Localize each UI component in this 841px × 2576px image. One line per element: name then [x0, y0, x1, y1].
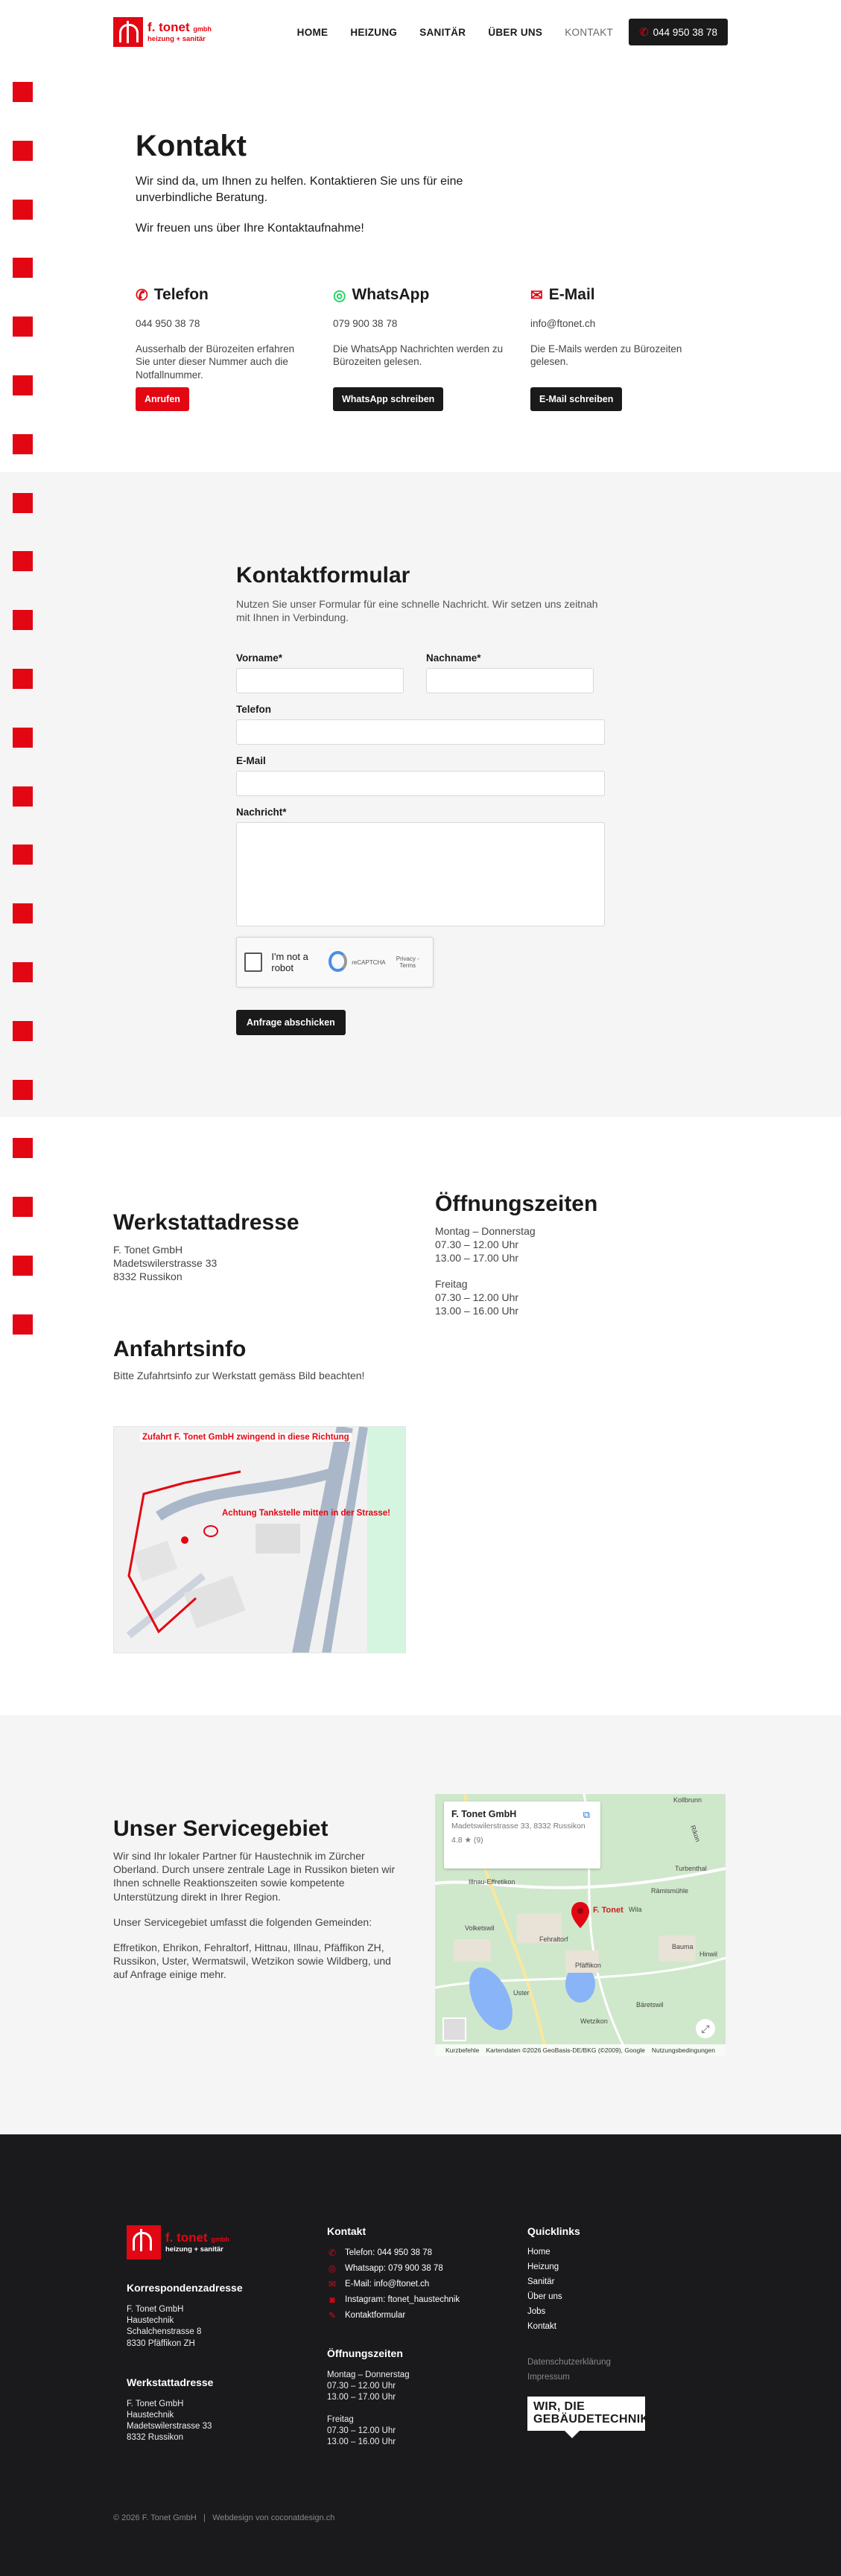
logo-mark-icon [113, 17, 143, 47]
contact-form-section [0, 472, 841, 1117]
werk-line: 8332 Russikon [127, 2433, 184, 2443]
footer-form-text: Kontaktformular [345, 2311, 406, 2320]
korr-title: Korrespondenzadresse [127, 2282, 243, 2294]
korr-line: Schalchenstrasse 8 [127, 2327, 202, 2337]
korr-line: F. Tonet GmbH [127, 2305, 184, 2314]
nav-ueber-uns[interactable]: ÜBER UNS [488, 26, 543, 38]
contact-whatsapp-desc: Die WhatsApp Nachrichten werden zu Bürozeiten gelesen. [333, 343, 504, 368]
email-label: E-Mail [236, 755, 266, 767]
decorative-square [13, 1197, 33, 1217]
hours-title: Öffnungszeiten [435, 1192, 598, 1216]
werkstatt-title: Werkstattadresse [113, 1210, 299, 1235]
telefon-label: Telefon [236, 704, 271, 716]
hours-line: 07.30 – 12.00 Uhr [435, 1238, 519, 1251]
decorative-square [13, 962, 33, 982]
hero-lead: Wir sind da, um Ihnen zu helfen. Kontaktieren Sie uns für eine unverbindliche Beratung. [136, 175, 463, 204]
hours-line: Freitag [435, 1277, 468, 1290]
nachname-input[interactable] [426, 668, 594, 693]
decorative-square [13, 1256, 33, 1276]
phone-icon: ✆ [639, 26, 649, 39]
map-place: Illnau-Effretikon [469, 1878, 515, 1886]
vorname-input[interactable] [236, 668, 404, 693]
map-place: Fehraltorf [539, 1936, 568, 1943]
header-phone-button[interactable] [629, 19, 728, 45]
map-place: Kollbrunn [673, 1796, 702, 1804]
map-place: Turbenthal [675, 1865, 707, 1872]
footer-email-link[interactable] [327, 2279, 527, 2289]
decorative-square [13, 1080, 33, 1100]
site-header [0, 0, 841, 64]
decorative-square [13, 493, 33, 513]
service-p2: Unser Servicegebiet umfasst die folgenden Gemeinden: [113, 1915, 372, 1928]
map-card-title: F. Tonet GmbH [451, 1809, 517, 1819]
decorative-square [13, 610, 33, 630]
decorative-square [13, 200, 33, 220]
decorative-square [13, 375, 33, 395]
decorative-square [13, 903, 33, 923]
hero-lead2: Wir freuen uns über Ihre Kontaktaufnahme! [136, 222, 364, 235]
nav-heizung[interactable]: HEIZUNG [350, 26, 398, 38]
decorative-square [13, 1021, 33, 1041]
recaptcha-links[interactable]: Privacy - Terms [396, 955, 419, 970]
recaptcha-checkbox[interactable] [244, 953, 262, 972]
vorname-label: Vorname* [236, 652, 283, 664]
logo[interactable] [113, 17, 212, 47]
page-title: Kontakt [136, 130, 247, 162]
werk-title: Werkstattadresse [127, 2376, 214, 2388]
header-phone-number: 044 950 38 78 [653, 26, 717, 38]
quicklink-home[interactable]: Home [527, 2248, 550, 2257]
phone-icon: ✆ [328, 2248, 337, 2258]
service-title: Unser Servicegebiet [113, 1816, 329, 1841]
quicklink-ueber-uns[interactable]: Über uns [527, 2292, 562, 2301]
map-place: Rikon [688, 1824, 702, 1843]
contact-email [530, 286, 728, 411]
contact-phone-value: 044 950 38 78 [136, 317, 200, 329]
hours-line: 07.30 – 12.00 Uhr [435, 1291, 519, 1303]
service-section [0, 1715, 841, 2134]
werk-line: Madetswilerstrasse 33 [127, 2422, 212, 2432]
contact-email-desc: Die E-Mails werden zu Bürozeiten gelesen. [530, 343, 682, 368]
footer-hours-line: Freitag [327, 2414, 354, 2424]
recaptcha-brand: reCAPTCHA [352, 958, 386, 966]
quicklink-kontakt[interactable]: Kontakt [527, 2322, 556, 2331]
map-shortcuts[interactable]: Kurzbefehle [445, 2047, 480, 2054]
footer-logo[interactable] [127, 2225, 327, 2259]
recaptcha-icon [329, 951, 347, 972]
instagram-icon: ◙ [329, 2294, 335, 2305]
footer-kontakt-title: Kontakt [327, 2225, 366, 2237]
map-place: Bäretswil [636, 2001, 664, 2009]
quicklink-jobs[interactable]: Jobs [527, 2307, 546, 2316]
logo-sub: heizung + sanitär [147, 35, 206, 44]
map-pin-label: F. Tonet [593, 1906, 623, 1915]
submit-button[interactable]: Anfrage abschicken [236, 1010, 346, 1035]
decorative-square [13, 317, 33, 337]
map-place: Wila [629, 1906, 642, 1913]
impressum-link[interactable]: Impressum [527, 2373, 570, 2382]
whatsapp-icon: ◎ [328, 2263, 337, 2274]
call-button[interactable]: Anrufen [136, 387, 189, 411]
werkstatt-addr-line: Madetswilerstrasse 33 [113, 1257, 218, 1270]
footer-logo-name: f. tonet [165, 2230, 208, 2245]
service-p1: Wir sind Ihr lokaler Partner für Haustechnik im Zürcher Oberland. Durch unsere zentrale Lage in Russikon bieten wir Ihnen schnelle Reaktionszeiten sowie kompetente Unterstützung direkt in Ihrer Region. [113, 1850, 396, 1903]
decorative-square [13, 258, 33, 278]
werkstatt-addr-line: F. Tonet GmbH [113, 1244, 183, 1256]
logo-suffix: gmbh [193, 25, 212, 34]
quicklink-sanitaer[interactable]: Sanitär [527, 2277, 555, 2286]
quicklink-heizung[interactable]: Heizung [527, 2262, 559, 2271]
contact-phone-title: Telefon [153, 286, 209, 304]
hours-line: Montag – Donnerstag [435, 1225, 536, 1237]
copyright-text: © 2026 F. Tonet GmbH [113, 2513, 197, 2523]
badge-line: GEBÄUDETECHNIKER [533, 2412, 667, 2426]
nachricht-textarea[interactable] [236, 822, 605, 926]
footer-phone-text: Telefon: 044 950 38 78 [345, 2248, 433, 2257]
decorative-square [13, 82, 33, 102]
werkstatt-section [0, 1117, 841, 1715]
site-footer [0, 2134, 841, 2576]
anfahrt-text: Bitte Zufahrtsinfo zur Werkstatt gemäss Bild beachten! [113, 1370, 365, 1382]
map-note-tankstelle: Achtung Tankstelle mitten in der Strasse! [222, 1509, 391, 1518]
footer-hours-line: 07.30 – 12.00 Uhr [327, 2426, 396, 2435]
decorative-square [13, 1138, 33, 1158]
email-button[interactable]: E-Mail schreiben [530, 387, 622, 411]
recaptcha [236, 937, 434, 988]
whatsapp-icon: ◎ [333, 287, 346, 304]
map-place: Hinwil [699, 1950, 718, 1958]
decorative-square [13, 141, 33, 161]
footer-logo-sub: heizung + sanitär [165, 2245, 223, 2254]
map-attribution: Kartendaten ©2026 GeoBasis-DE/BKG (©2009), Google [486, 2047, 645, 2054]
footer-instagram-link[interactable] [327, 2294, 527, 2305]
map-note-direction: Zufahrt F. Tonet GmbH zwingend in diese Richtung [140, 1433, 352, 1442]
recaptcha-label: I'm not a robot [271, 951, 308, 974]
nav-home[interactable]: HOME [296, 26, 329, 38]
anfahrt-map-image [113, 1426, 406, 1653]
korr-line: Haustechnik [127, 2316, 174, 2326]
hours-line: 13.00 – 17.00 Uhr [435, 1252, 519, 1265]
footer-whatsapp-text: Whatsapp: 079 900 38 78 [345, 2264, 443, 2273]
footer-hours-title: Öffnungszeiten [327, 2347, 403, 2359]
hours-line: 13.00 – 16.00 Uhr [435, 1304, 519, 1317]
mail-icon: ✉ [328, 2279, 337, 2289]
logo-name: f. tonet [147, 20, 190, 35]
werk-line: Haustechnik [127, 2410, 174, 2420]
contact-whatsapp-title: WhatsApp [352, 286, 430, 304]
contact-whatsapp [333, 286, 530, 411]
copyright [113, 2513, 728, 2522]
form-icon: ✎ [328, 2310, 337, 2321]
footer-hours-line: 13.00 – 17.00 Uhr [327, 2393, 396, 2402]
map-card-address: Madetswilerstrasse 33, 8332 Russikon [451, 1822, 585, 1831]
quicklinks-title: Quicklinks [527, 2225, 580, 2237]
logo-mark-icon [127, 2225, 161, 2259]
contact-phone [136, 286, 333, 411]
anfahrt-title: Anfahrtsinfo [113, 1337, 247, 1362]
werk-line: F. Tonet GmbH [127, 2399, 184, 2408]
map-footer [435, 2044, 726, 2056]
open-external-icon[interactable]: ⧉ [583, 1809, 590, 1820]
contact-email-value: info@ftonet.ch [530, 317, 596, 329]
gebaeudetechniker-badge [527, 2397, 667, 2431]
badge-line: WIR, DIE [533, 2400, 585, 2413]
form-title: Kontaktformular [236, 563, 410, 588]
decorative-square [13, 1314, 33, 1335]
footer-instagram-text: Instagram: ftonet_haustechnik [345, 2295, 460, 2304]
korr-line: 8330 Pfäffikon ZH [127, 2338, 195, 2348]
kontakt-section [0, 64, 841, 472]
whatsapp-button[interactable]: WhatsApp schreiben [333, 387, 443, 411]
footer-phone-link[interactable] [327, 2248, 527, 2258]
webdesign-credit-link[interactable]: Webdesign von coconatdesign.ch [212, 2513, 335, 2523]
footer-logo-suffix: gmbh [211, 2236, 229, 2244]
form-intro: Nutzen Sie unser Formular für eine schnelle Nachricht. Wir setzen uns zeitnah mit Ihnen in Verbindung. [236, 598, 598, 624]
decorative-square [13, 669, 33, 689]
contact-whatsapp-value: 079 900 38 78 [333, 317, 398, 329]
main-nav [286, 19, 728, 45]
nav-kontakt[interactable]: KONTAKT [565, 26, 614, 38]
map-place: Wetzikon [580, 2017, 608, 2025]
map-place: Uster [513, 1989, 530, 1997]
decorative-square [13, 845, 33, 865]
decorative-square [13, 728, 33, 748]
map-fullscreen-icon[interactable]: ⤢ [696, 2019, 715, 2038]
copyright-separator: | [203, 2513, 206, 2523]
footer-whatsapp-link[interactable] [327, 2263, 527, 2274]
nav-sanitaer[interactable]: SANITÄR [419, 26, 466, 38]
mail-icon: ✉ [530, 287, 543, 304]
contact-phone-desc: Ausserhalb der Bürozeiten erfahren Sie unter dieser Nummer auch die Notfallnummer. [136, 343, 295, 381]
footer-hours-line: 07.30 – 12.00 Uhr [327, 2382, 396, 2391]
map-terms[interactable]: Nutzungsbedingungen [651, 2047, 715, 2054]
service-p3: Effretikon, Ehrikon, Fehraltorf, Hittnau, Illnau, Pfäffikon ZH, Russikon, Uster, Wermatswil, Wetzikon sowie Wildberg, und auf Anfrage einige mehr. [113, 1941, 391, 1981]
email-input[interactable] [236, 771, 605, 796]
footer-email-text: E-Mail: info@ftonet.ch [345, 2280, 430, 2289]
map-layer-toggle[interactable] [442, 2017, 466, 2041]
footer-hours-line: 13.00 – 16.00 Uhr [327, 2437, 396, 2446]
map-place: Pfäffikon [575, 1962, 601, 1969]
contact-email-title: E-Mail [548, 286, 595, 304]
datenschutz-link[interactable]: Datenschutzerklärung [527, 2358, 611, 2367]
decorative-square [13, 551, 33, 571]
footer-hours-line: Montag – Donnerstag [327, 2370, 410, 2379]
decorative-square [13, 434, 33, 454]
decorative-square [13, 786, 33, 807]
nachricht-label: Nachricht* [236, 807, 287, 818]
map-place: Volketswil [465, 1924, 495, 1932]
service-map[interactable] [435, 1794, 726, 2056]
map-card-rating: 4.8 ★ (9) [451, 1835, 483, 1845]
telefon-input[interactable] [236, 719, 605, 745]
werkstatt-addr-line: 8332 Russikon [113, 1270, 183, 1283]
footer-form-link[interactable] [327, 2310, 527, 2321]
nachname-label: Nachname* [426, 652, 481, 664]
phone-icon: ✆ [136, 287, 148, 304]
map-place: Rämismühle [651, 1887, 689, 1895]
map-place-card [444, 1801, 600, 1869]
map-place: Bauma [672, 1943, 694, 1950]
